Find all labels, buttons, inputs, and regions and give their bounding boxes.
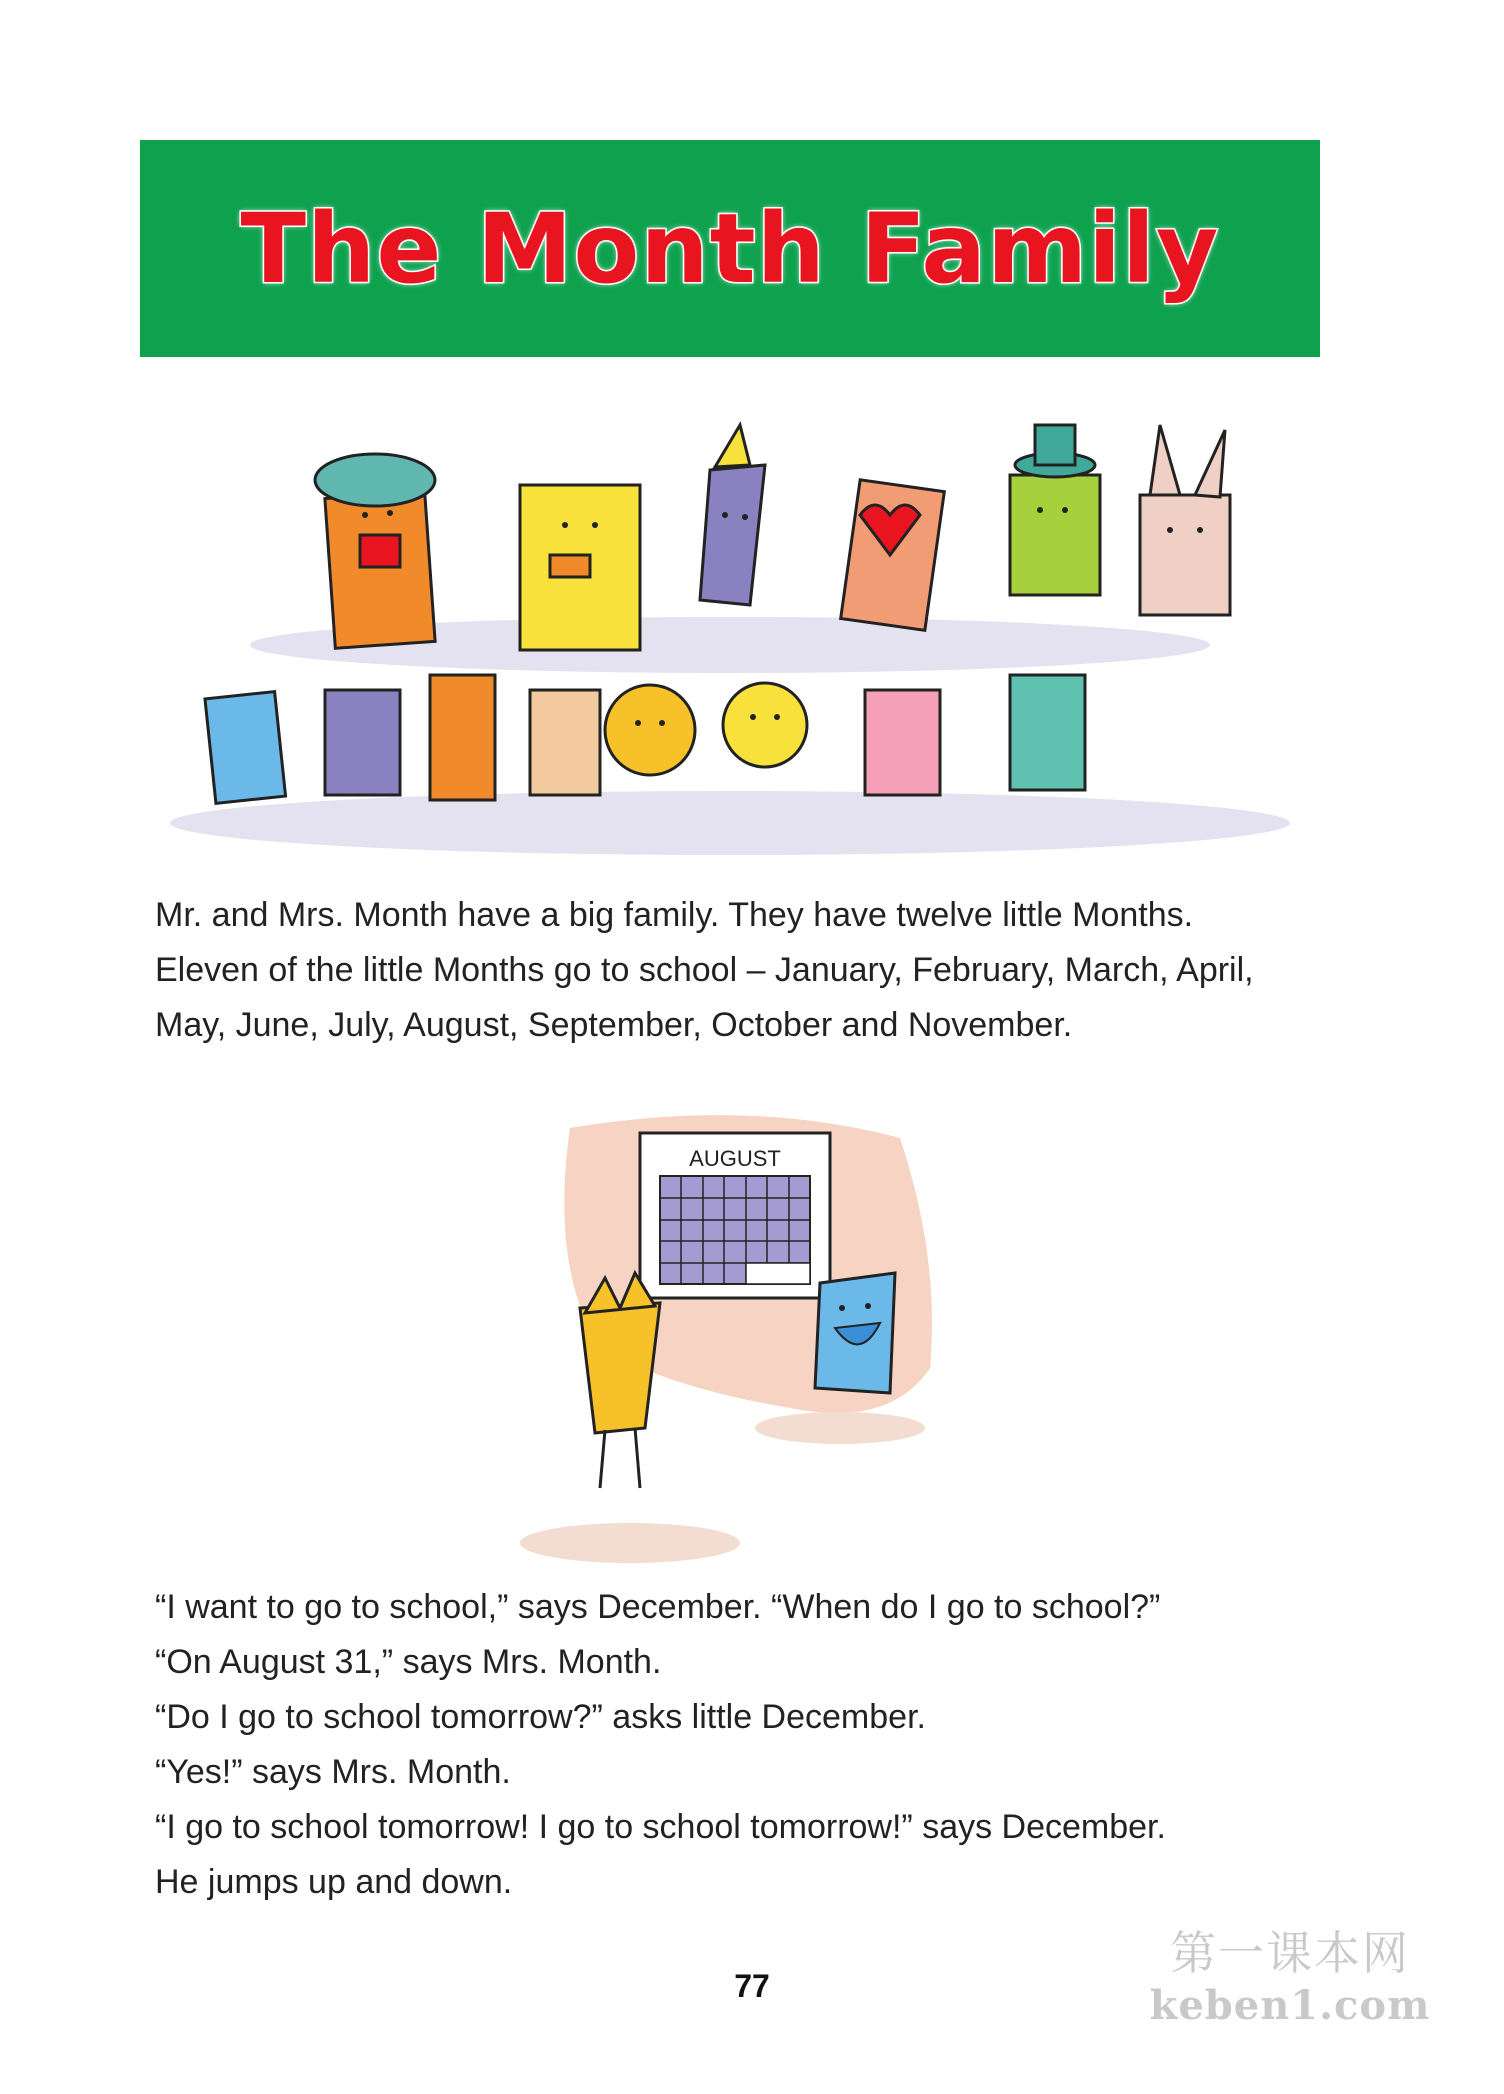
story-paragraph-2 bbox=[155, 1580, 1335, 1910]
page-title: The Month Family bbox=[240, 192, 1220, 305]
watermark bbox=[1140, 1925, 1440, 2031]
story-line: May, June, July, August, September, October and November. bbox=[155, 1006, 1073, 1044]
title-banner bbox=[140, 140, 1320, 357]
watermark-en: keben1.com bbox=[1149, 1982, 1431, 2029]
story-line: Mr. and Mrs. Month have a big family. They have twelve little Months. bbox=[155, 896, 1194, 934]
story-line: “Yes!” says Mrs. Month. bbox=[155, 1753, 511, 1791]
page-number: 77 bbox=[734, 1968, 770, 2004]
calendar-month-label: AUGUST bbox=[689, 1146, 781, 1171]
month-characters-illustration bbox=[150, 405, 1310, 860]
story-line: “On August 31,” says Mrs. Month. bbox=[155, 1643, 662, 1681]
story-line: “I want to go to school,” says December. “When do I go to school?” bbox=[155, 1588, 1161, 1626]
story-line: “I go to school tomorrow! I go to school tomorrow!” says December. bbox=[155, 1808, 1166, 1846]
story-paragraph-1 bbox=[155, 888, 1335, 1053]
watermark-cn: 第一课本网 bbox=[1170, 1926, 1410, 1980]
story-line: Eleven of the little Months go to school – January, February, March, April, bbox=[155, 951, 1254, 989]
story-line: He jumps up and down. bbox=[155, 1863, 513, 1901]
calendar-scene-illustration bbox=[510, 1108, 990, 1568]
story-line: “Do I go to school tomorrow?” asks little December. bbox=[155, 1698, 926, 1736]
